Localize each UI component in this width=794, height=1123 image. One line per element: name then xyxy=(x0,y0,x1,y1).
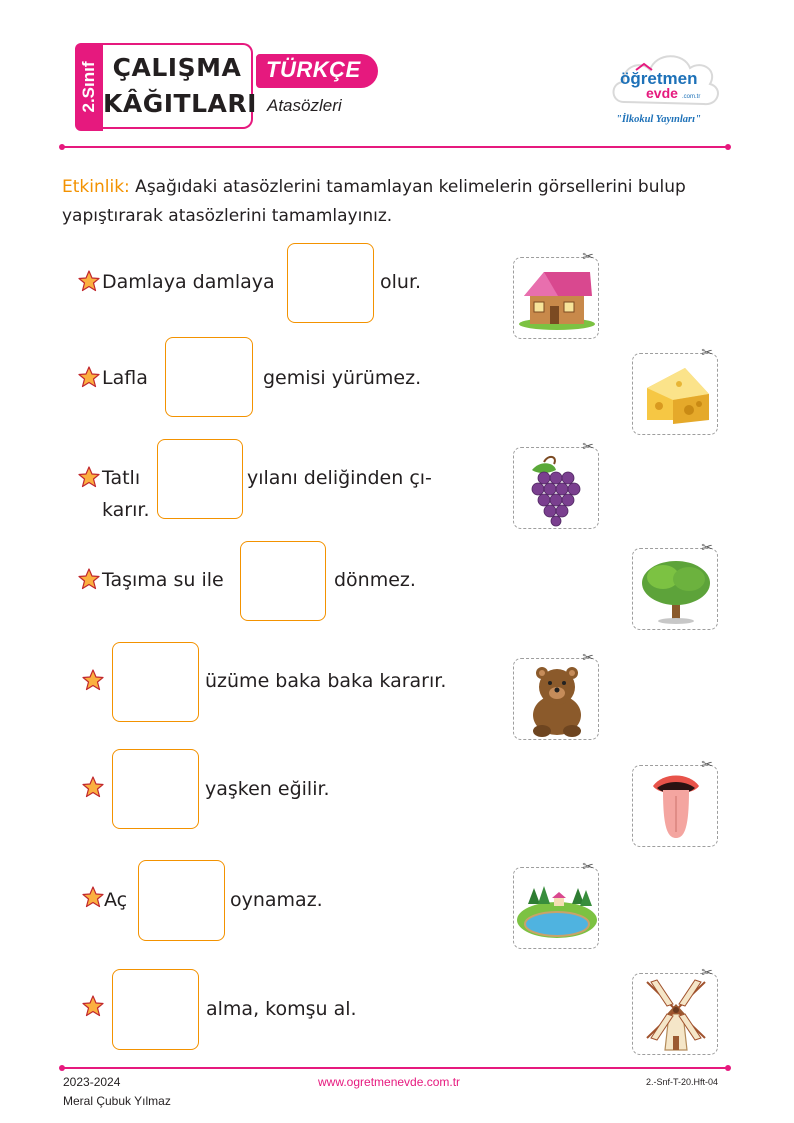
scissors-icon: ✂ xyxy=(701,757,713,773)
sentence-3-before: Tatlı xyxy=(102,467,141,489)
star-icon xyxy=(82,886,104,908)
answer-blank-5[interactable] xyxy=(112,642,199,722)
website-link[interactable]: www.ogretmenevde.com.tr xyxy=(318,1075,461,1089)
school-year: 2023-2024 xyxy=(63,1075,121,1089)
star-icon xyxy=(82,776,104,798)
windmill-icon xyxy=(633,974,719,1056)
cutout-card-lake[interactable] xyxy=(513,859,599,949)
activity-label: Etkinlik: xyxy=(62,177,130,197)
scissors-icon: ✂ xyxy=(582,249,594,265)
answer-blank-8[interactable] xyxy=(112,969,199,1050)
footer-divider xyxy=(62,1067,728,1069)
sentence-5-after: üzüme baka baka kararır. xyxy=(205,670,447,692)
author-name: Meral Çubuk Yılmaz xyxy=(63,1094,171,1108)
divider-dot xyxy=(59,1065,65,1071)
cutout-card-grapes[interactable] xyxy=(513,439,599,529)
publisher-logo xyxy=(606,44,724,132)
grade-tab xyxy=(75,43,103,131)
topic-label: Atasözleri xyxy=(267,96,342,115)
answer-blank-3[interactable] xyxy=(157,439,243,519)
scissors-icon: ✂ xyxy=(701,540,713,556)
header-divider xyxy=(62,146,728,148)
scissors-icon: ✂ xyxy=(582,439,594,455)
cutout-card-tongue[interactable] xyxy=(632,757,718,847)
sentence-3-after-line2: karır. xyxy=(102,499,150,521)
star-icon xyxy=(82,669,104,691)
sentence-7-after: oynamaz. xyxy=(230,889,323,911)
title-line-1: ÇALIŞMA xyxy=(112,53,242,82)
cloud-logo-icon xyxy=(606,44,724,132)
star-icon xyxy=(78,568,100,590)
cutout-card-house[interactable] xyxy=(513,249,599,339)
cutout-card-windmill[interactable] xyxy=(632,965,718,1055)
sentence-7-before: Aç xyxy=(104,889,128,911)
divider-dot xyxy=(725,144,731,150)
answer-blank-2[interactable] xyxy=(165,337,253,417)
worksheet-code: 2.-Snf-T-20.Hft-04 xyxy=(646,1077,719,1087)
scissors-icon: ✂ xyxy=(701,345,713,361)
house-icon xyxy=(514,258,600,340)
worksheet-title-box xyxy=(103,43,257,129)
cutout-card-bear[interactable] xyxy=(513,650,599,740)
answer-blank-4[interactable] xyxy=(240,541,326,621)
activity-instructions xyxy=(62,173,732,231)
activity-text: Aşağıdaki atasözlerini tamamlayan kelimelerin görsellerini bulup yapıştırarak atasözlerini tamamlayınız. xyxy=(62,177,686,226)
scissors-icon: ✂ xyxy=(582,650,594,666)
sentence-1-after: olur. xyxy=(380,271,422,293)
tree-icon xyxy=(633,549,719,631)
subject-label: TÜRKÇE xyxy=(266,57,361,82)
sentence-1-before: Damlaya damlaya xyxy=(102,271,275,293)
cheese-icon xyxy=(633,354,719,436)
grade-label: 2.Sınıf xyxy=(79,61,98,113)
star-icon xyxy=(78,466,100,488)
divider-dot xyxy=(725,1065,731,1071)
sentence-8-after: alma, komşu al. xyxy=(206,998,357,1020)
sentence-2-after: gemisi yürümez. xyxy=(263,367,422,389)
subject-badge xyxy=(256,54,378,88)
scissors-icon: ✂ xyxy=(582,859,594,875)
title-line-2: KÂĞITLARI xyxy=(103,89,257,118)
sentence-6-after: yaşken eğilir. xyxy=(205,778,330,800)
tongue-icon xyxy=(633,766,719,848)
sentence-3-after: yılanı deliğinden çı- xyxy=(247,467,432,489)
sentence-4-before: Taşıma su ile xyxy=(102,569,224,591)
answer-blank-6[interactable] xyxy=(112,749,199,829)
star-icon xyxy=(78,366,100,388)
logo-domain-text: .com.tr xyxy=(682,94,701,100)
cutout-card-cheese[interactable] xyxy=(632,345,718,435)
grapes-icon xyxy=(514,448,600,530)
logo-sub-text: evde xyxy=(646,85,678,101)
logo-main-text: öğretmen xyxy=(620,69,698,88)
answer-blank-1[interactable] xyxy=(287,243,374,323)
bear-icon xyxy=(514,659,600,741)
sentence-2-before: Lafla xyxy=(102,367,148,389)
sentence-4-after: dönmez. xyxy=(334,569,416,591)
divider-dot xyxy=(59,144,65,150)
answer-blank-7[interactable] xyxy=(138,860,225,941)
star-icon xyxy=(82,995,104,1017)
scissors-icon: ✂ xyxy=(701,965,713,981)
star-icon xyxy=(78,270,100,292)
lake-icon xyxy=(514,868,600,950)
cutout-card-tree[interactable] xyxy=(632,540,718,630)
logo-tagline-text: "İlkokul Yayınları" xyxy=(616,114,701,125)
